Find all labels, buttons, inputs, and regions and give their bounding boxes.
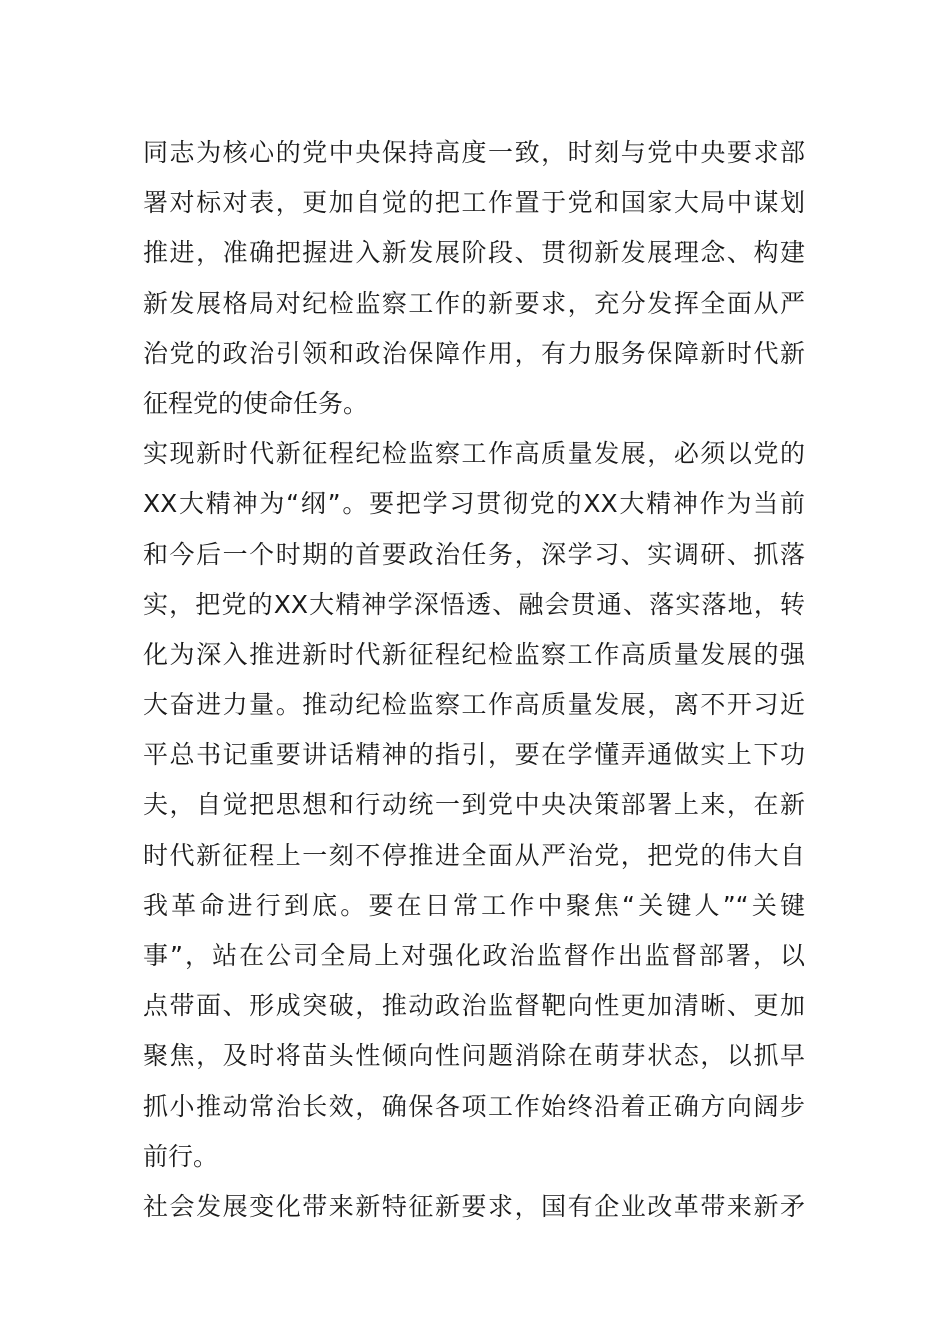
text-line: 夫，自觉把思想和行动统一到党中央决策部署上来，在新	[143, 790, 805, 820]
text-line: 署对标对表，更加自觉的把工作置于党和国家大局中谋划	[143, 188, 805, 218]
text-line: 抓小推动常治长效，确保各项工作始终沿着正确方向阔步	[143, 1091, 805, 1121]
paragraph-2	[143, 429, 805, 1182]
paragraph-1	[143, 128, 805, 429]
text-line: 实现新时代新征程纪检监察工作高质量发展，必须以党的	[143, 439, 805, 469]
text-line: 同志为核心的党中央保持高度一致，时刻与党中央要求部	[143, 138, 805, 167]
text-line: 事”，站在公司全局上对强化政治监督作出监督部署，以	[143, 941, 805, 970]
text-line: 我革命进行到底。要在日常工作中聚焦“关键人”“关键	[143, 890, 805, 920]
text-line: 新发展格局对纪检监察工作的新要求，充分发挥全面从严	[143, 288, 805, 318]
text-line: XX大精神为“纲”。要把学习贯彻党的XX大精神作为当前	[143, 489, 805, 519]
text-line: 治党的政治引领和政治保障作用，有力服务保障新时代新	[143, 338, 805, 368]
text-line: 点带面、形成突破，推动政治监督靶向性更加清晰、更加	[143, 991, 805, 1021]
text-line: 推进，准确把握进入新发展阶段、贯彻新发展理念、构建	[143, 238, 805, 268]
text-line: 征程党的使命任务。	[143, 388, 369, 418]
text-line: 时代新征程上一刻不停推进全面从严治党，把党的伟大自	[143, 840, 805, 870]
text-line: 聚焦，及时将苗头性倾向性问题消除在萌芽状态，以抓早	[143, 1041, 805, 1071]
document-body	[143, 128, 805, 1232]
text-line: 大奋进力量。推动纪检监察工作高质量发展，离不开习近	[143, 690, 805, 720]
text-line: 化为深入推进新时代新征程纪检监察工作高质量发展的强	[143, 639, 805, 669]
text-line: 和今后一个时期的首要政治任务，深学习、实调研、抓落	[143, 539, 805, 569]
paragraph-3	[143, 1182, 805, 1232]
text-line: 前行。	[143, 1141, 219, 1171]
text-line: 平总书记重要讲话精神的指引，要在学懂弄通做实上下功	[143, 740, 805, 770]
text-line: 社会发展变化带来新特征新要求，国有企业改革带来新矛	[143, 1191, 805, 1221]
text-line: 实，把党的XX大精神学深悟透、融会贯通、落实落地，转	[143, 589, 805, 619]
